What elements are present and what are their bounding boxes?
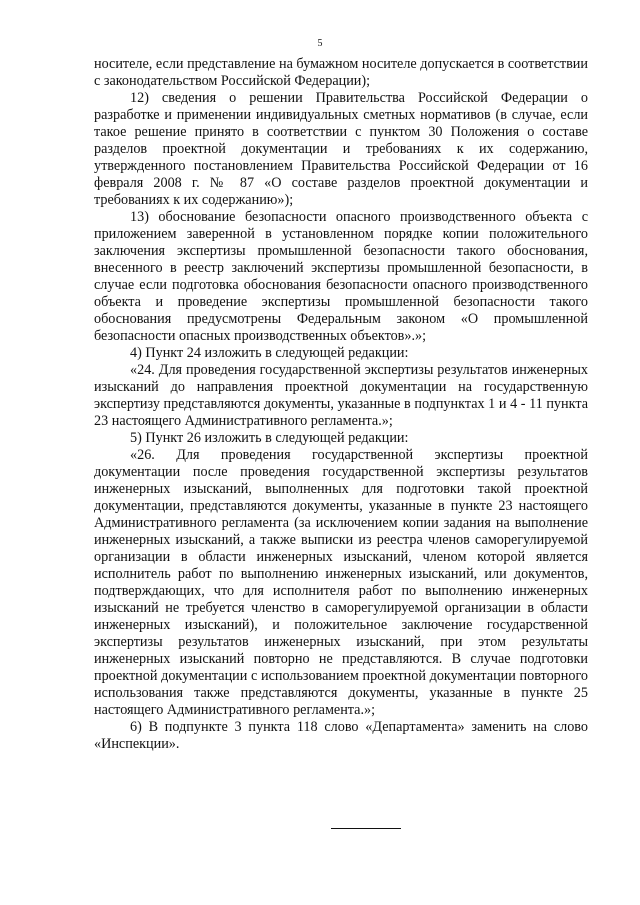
- paragraph-amendment-4: 4) Пункт 24 изложить в следующей редакции:: [130, 345, 409, 361]
- end-of-document-rule: [331, 828, 401, 829]
- document-body: [94, 56, 588, 753]
- paragraph-item-12: 12) сведения о решении Правительства Российской Федерации о разработке и применении индивидуальных сметных нормативов (в случае, если такое решение принято в соответствии с пунктом 30 Положения о составе разделов проектной документации и требованиях к их содержанию, утвержденного постановлением Правительства Российской Федерации от 16 февраля 2008 г. № 87 «О составе разделов проектной документации и требованиях к их содержанию»);: [94, 90, 588, 208]
- page-number: 5: [317, 38, 323, 49]
- paragraph-amendment-5: 5) Пункт 26 изложить в следующей редакции:: [130, 430, 409, 446]
- paragraph-item-13: 13) обоснование безопасности опасного производственного объекта с приложением заверенной в установленном порядке копии положительного заключения экспертизы промышленной безопасности такого обоснования, внесенного в реестр заключений экспертизы промышленной безопасности, в случае если подготовка обоснования безопасности опасного производственного объекта и проведение экспертизы промышленной безопасности такого обоснования предусмотрены Федеральным законом «О промышленной безопасности опасных производственных объектов».»;: [94, 209, 588, 344]
- paragraph-clause-26: «26. Для проведения государственной экспертизы проектной документации после проведения государственной экспертизы результатов инженерных изысканий, выполненных для подготовки такой проектной документации, представляются документы, указанные в пункте 23 настоящего Административного регламента (за исключением копии задания на выполнение инженерных изысканий, а также выписки из реестра членов саморегулируемой организации в области инженерных изысканий, членом которой является исполнитель работ по выполнению инженерных изысканий, или документов, подтверждающих, что для исполнителя работ по выполнению инженерных изысканий не требуется членство в саморегулируемой организации в области инженерных изысканий), и положительное заключение государственной экспертизы результатов инженерных изысканий, при этом результаты инженерных изысканий повторно не представляются. В случае подготовки проектной документации с использованием проектной документации повторного использования также представляются документы, указанные в пункте 25 настоящего Административного регламента.»;: [94, 447, 588, 718]
- paragraph-continuation: носителе, если представление на бумажном носителе допускается в соответствии с законодательством Российской Федерации);: [94, 56, 588, 89]
- paragraph-amendment-6: 6) В подпункте 3 пункта 118 слово «Департамента» заменить на слово «Инспекции».: [94, 719, 588, 752]
- paragraph-clause-24: «24. Для проведения государственной экспертизы результатов инженерных изысканий до направления проектной документации на государственную экспертизу представляются документы, указанные в подпунктах 1 и 4 - 11 пункта 23 настоящего Административного регламента.»;: [94, 362, 588, 429]
